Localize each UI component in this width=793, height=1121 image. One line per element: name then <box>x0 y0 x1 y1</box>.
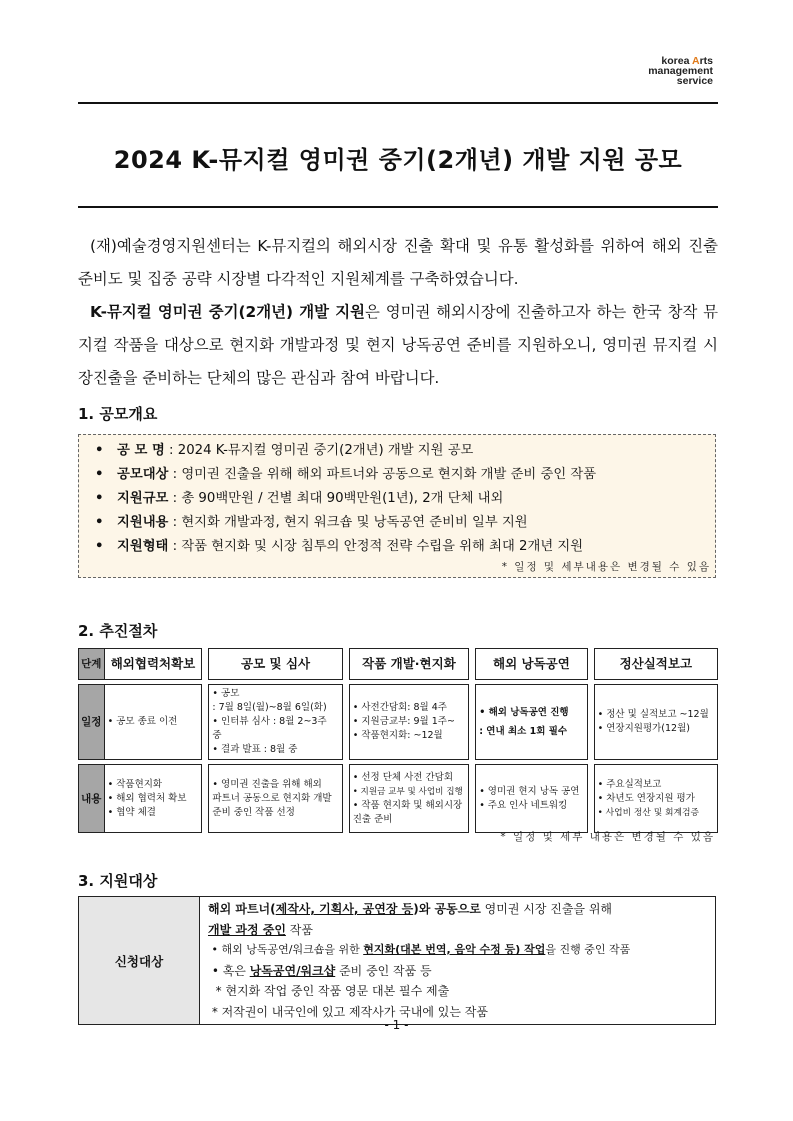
section-2-heading: 2. 추진절차 <box>78 622 158 640</box>
overview-item <box>117 487 715 511</box>
overview-label: 지원규모 <box>117 491 169 506</box>
phase-5: 정산실적보고 <box>594 649 717 680</box>
eligibility-line <box>208 899 707 920</box>
content-line: • 작품 현지화 및 해외시장 <box>352 799 463 811</box>
content-line: 진출 준비 <box>352 813 393 825</box>
eligibility-line: * 현지화 작업 중인 작품 영문 대본 필수 제출 <box>208 984 450 998</box>
schedule-line: • 공모 종료 이전 <box>107 716 178 727</box>
process-table <box>78 648 718 833</box>
overview-text: : 총 90백만원 / 건별 최대 90백만원(1년), 2개 단체 내외 <box>168 491 504 506</box>
content-line: • 영미권 진출을 위해 해외 <box>212 778 322 790</box>
eligibility-text: 준비 중인 작품 등 <box>335 963 432 978</box>
content-row <box>79 765 718 833</box>
overview-label: 공모대상 <box>117 467 169 482</box>
eligibility-text: 영미권 시장 진출을 위해 <box>480 902 613 916</box>
content-line: • 영미권 현지 낭독 공연 <box>479 785 580 797</box>
row-head-stage: 단계 <box>79 649 105 680</box>
schedule-cell-2 <box>209 685 342 760</box>
schedule-line: : 연내 최소 1회 필수 <box>479 726 568 737</box>
content-cell-4 <box>476 765 587 833</box>
schedule-cell-1 <box>104 685 202 760</box>
eligibility-text: 작품 <box>285 922 313 937</box>
eligibility-underline: 낭독공연/워크샵 <box>249 963 336 978</box>
schedule-row <box>79 685 718 760</box>
overview-text: : 현지화 개발과정, 현지 워크숍 및 낭독공연 준비비 일부 지원 <box>168 515 528 530</box>
eligibility-underline: 현지화(대본 번역, 음악 수정 등) 작업 <box>363 943 546 956</box>
content-line: 준비 중인 작품 선정 <box>212 806 295 818</box>
overview-text: : 영미권 진출을 위해 해외 파트너와 공동으로 현지화 개발 준비 중인 작품 <box>168 467 597 482</box>
spacer <box>202 649 209 680</box>
phase-4: 해외 낭독공연 <box>476 649 587 680</box>
logo-text: korea <box>661 55 692 67</box>
intro-paragraph-1: (재)예술경영지원센터는 K-뮤지컬의 해외시장 진출 확대 및 유통 활성화를 위하여 해외 진출 준비도 및 집중 공략 시장별 다각적인 지원체계를 구축하였습니다. <box>78 237 718 288</box>
schedule-line: • 연장지원평가(12월) <box>597 723 690 734</box>
eligibility-line <box>208 961 707 982</box>
schedule-line: • 작품현지화: ~12월 <box>352 730 443 741</box>
eligibility-bold: )와 공동으로 <box>413 902 481 916</box>
overview-text: : 2024 K-뮤지컬 영미권 중기(2개년) 개발 지원 공모 <box>164 443 474 458</box>
overview-label: 지원내용 <box>117 515 169 530</box>
title-rule <box>78 206 718 208</box>
content-cell-2 <box>209 765 342 833</box>
logo-text: service <box>676 75 713 87</box>
intro-paragraph-2 <box>78 296 718 395</box>
intro-text <box>78 230 718 395</box>
content-line: • 해외 협력처 확보 <box>107 792 187 804</box>
content-line: • 차년도 연장지원 평가 <box>597 792 695 804</box>
phase-3: 작품 개발·현지화 <box>349 649 468 680</box>
schedule-cell-4 <box>476 685 587 760</box>
phase-2: 공모 및 심사 <box>209 649 342 680</box>
spacer <box>342 649 349 680</box>
content-line: • 지원금 교부 및 사업비 집행 <box>352 786 463 797</box>
phase-1: 해외협력처확보 <box>104 649 202 680</box>
schedule-line: • 결과 발표 : 8월 중 <box>212 744 298 755</box>
spacer <box>587 649 594 680</box>
logo-text: management <box>648 65 713 77</box>
page-number: - 1 - <box>384 1018 409 1032</box>
eligibility-text: • 혹은 <box>208 963 250 978</box>
overview-item <box>117 535 715 559</box>
content-line: • 주요실적보고 <box>597 778 662 790</box>
schedule-line: • 정산 및 실적보고 ~12월 <box>597 709 709 720</box>
section-3-heading: 3. 지원대상 <box>78 872 158 890</box>
process-note: * 일정 및 세부 내용은 변경될 수 있음 <box>500 831 715 843</box>
schedule-line: • 인터뷰 심사 : 8월 2~3주 중 <box>212 716 327 741</box>
eligibility-text: 을 진행 중인 작품 <box>545 943 631 956</box>
content-line: • 협약 체결 <box>107 806 156 818</box>
eligibility-row <box>79 897 716 1025</box>
schedule-line: • 지원금교부: 9월 1주~ <box>352 716 455 727</box>
eligibility-text: • 해외 낭독공연/워크숍을 위한 <box>208 943 364 956</box>
schedule-line: : 7월 8일(월)~8월 6일(화) <box>212 702 327 713</box>
phase-row <box>79 649 718 680</box>
intro-paragraph-2-rest: 은 영미권 해외시장에 진출하고자 하는 한국 창작 뮤지컬 작품을 대상으로 현지화 개발과정 및 현지 낭독공연 준비를 지원하오니, 영미권 뮤지컬 시장진출을 준비하는 단체의 많은 관심과 참여 바랍니다. <box>78 303 718 387</box>
eligibility-table <box>78 896 716 1025</box>
content-line: • 작품현지화 <box>107 778 163 790</box>
eligibility-bold: 해외 파트너( <box>208 902 276 916</box>
content-line: • 사업비 정산 및 회계검증 <box>597 807 699 818</box>
logo-accent: A <box>691 55 700 67</box>
overview-label: 공 모 명 <box>117 443 165 458</box>
section-1-heading: 1. 공모개요 <box>78 405 158 423</box>
eligibility-line: * 저작권이 내국인에 있고 제작사가 국내에 있는 작품 <box>208 1004 488 1019</box>
eligibility-line <box>208 920 707 941</box>
content-line: • 주요 인사 네트워킹 <box>479 799 568 811</box>
eligibility-label: 신청대상 <box>79 897 200 1025</box>
overview-item <box>117 439 715 463</box>
schedule-cell-3 <box>349 685 468 760</box>
eligibility-underline: 제작사, 기획사, 공연장 등 <box>275 902 414 916</box>
top-rule <box>78 102 718 104</box>
row-head-schedule: 일정 <box>79 685 105 760</box>
eligibility-underline: 개발 과정 중인 <box>208 922 286 937</box>
eligibility-line <box>208 940 707 961</box>
schedule-cell-5 <box>594 685 717 760</box>
eligibility-body <box>200 897 716 1025</box>
intro-highlight: K-뮤지컬 영미권 중기(2개년) 개발 지원 <box>90 303 366 321</box>
row-head-content: 내용 <box>79 765 105 833</box>
content-cell-3 <box>349 765 468 833</box>
kams-logo <box>648 56 713 86</box>
content-cell-1 <box>104 765 202 833</box>
schedule-line: • 사전간담회: 8월 4주 <box>352 702 447 713</box>
overview-item <box>117 511 715 535</box>
content-cell-5 <box>594 765 717 833</box>
content-line: 파트너 공동으로 현지화 개발 <box>212 792 332 804</box>
schedule-line: • 해외 낭독공연 진행 <box>479 707 569 718</box>
overview-note: * 일정 및 세부내용은 변경될 수 있음 <box>501 561 711 573</box>
overview-text: : 작품 현지화 및 시장 침투의 안정적 전략 수립을 위해 최대 2개년 지원 <box>168 539 584 554</box>
spacer <box>469 649 476 680</box>
overview-label: 지원형태 <box>117 539 169 554</box>
schedule-line: • 공모 <box>212 688 240 699</box>
overview-list <box>79 435 715 559</box>
overview-box <box>78 434 716 578</box>
document-title: 2024 K-뮤지컬 영미권 중기(2개년) 개발 지원 공모 <box>113 146 683 174</box>
overview-item <box>117 463 715 487</box>
logo-text: rts <box>699 55 713 67</box>
content-line: • 선정 단체 사전 간담회 <box>352 771 454 783</box>
